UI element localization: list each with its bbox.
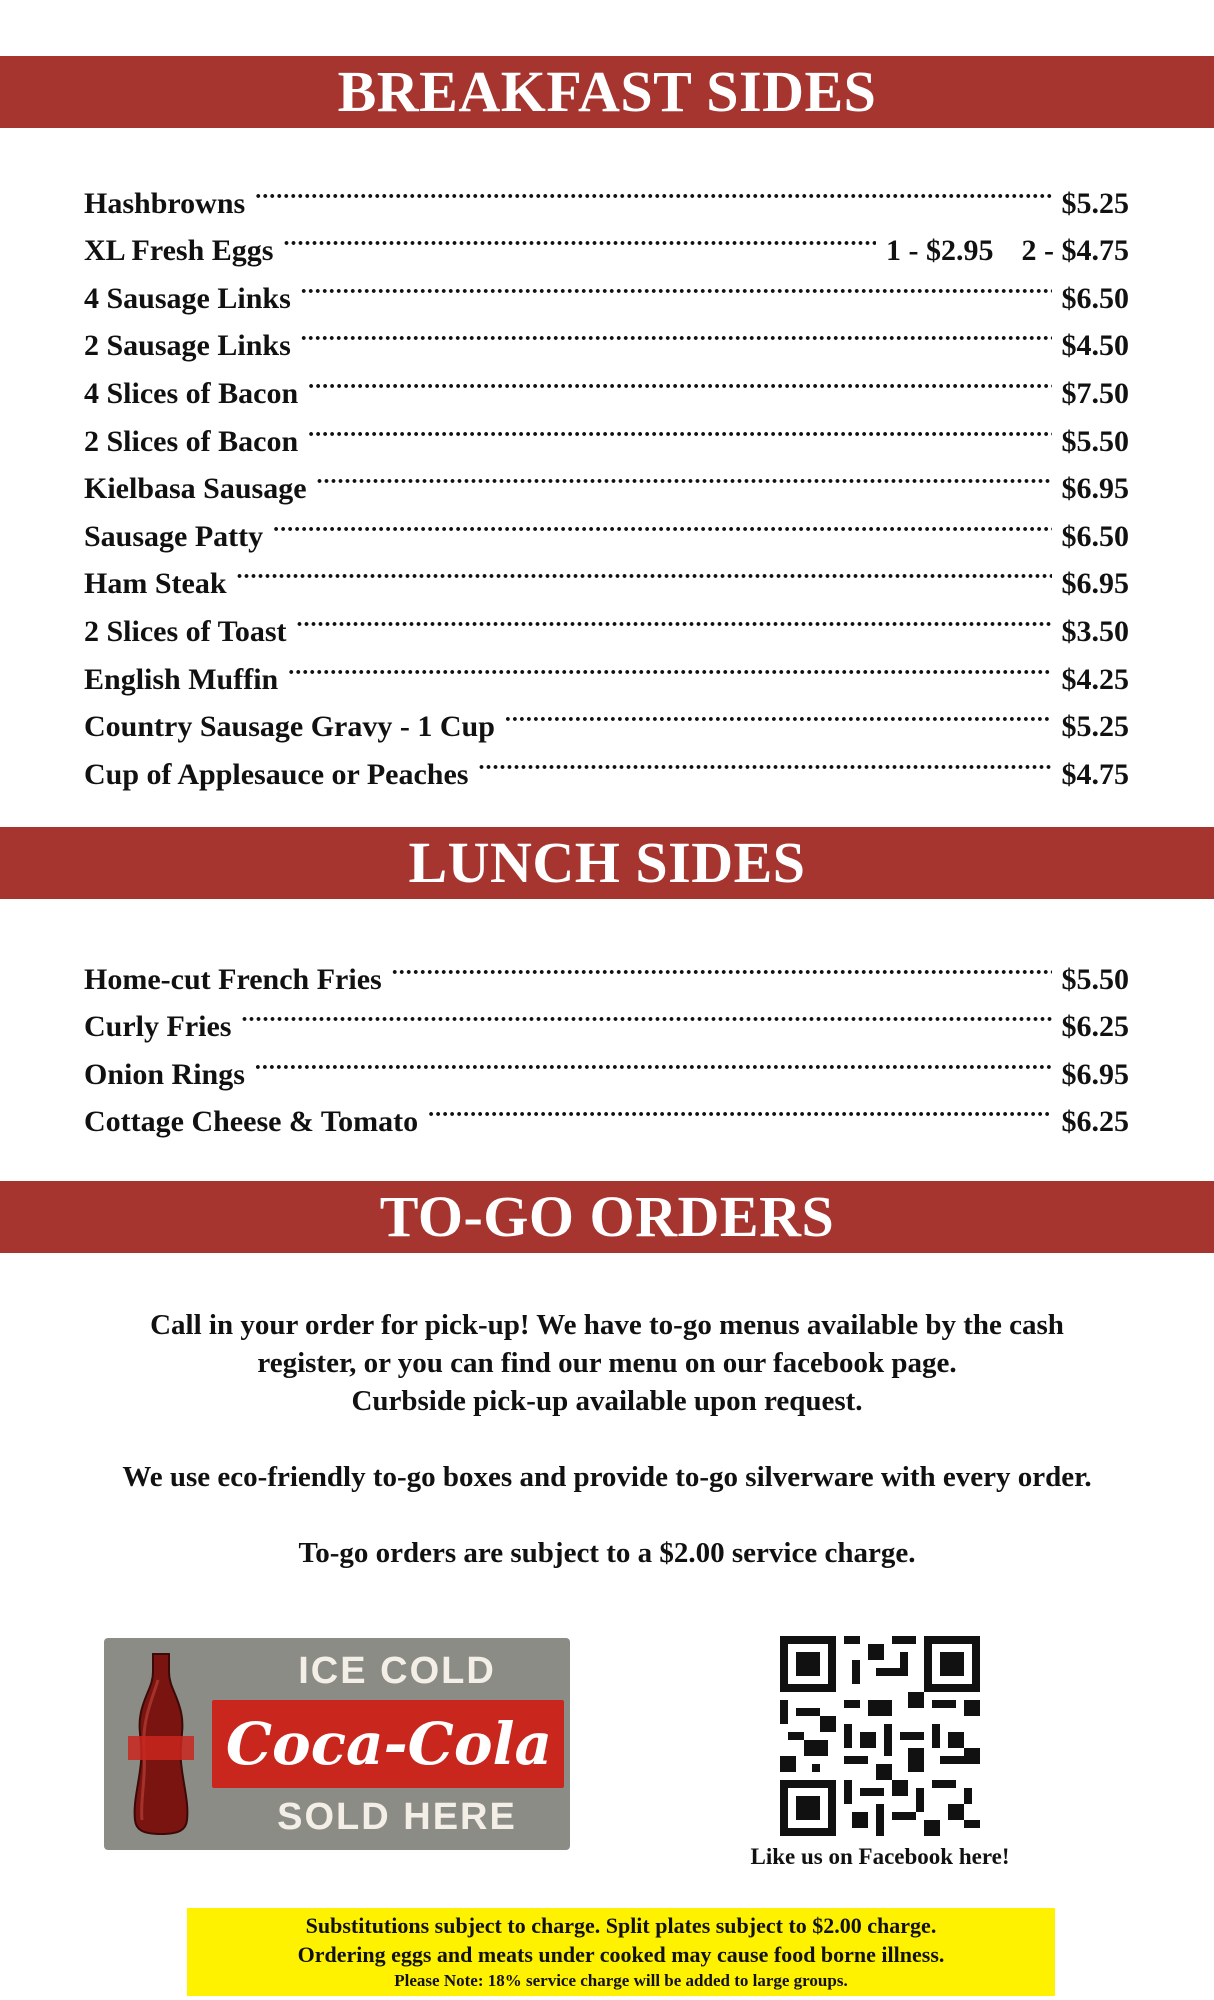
breakfast-sides-list bbox=[84, 165, 1129, 791]
dot-leader bbox=[301, 260, 1052, 308]
dot-leader bbox=[241, 989, 1051, 1037]
to-go-text-line: Curbside pick-up available upon request. bbox=[351, 1385, 863, 1417]
to-go-info bbox=[20, 1306, 1194, 1572]
coke-bottle-icon bbox=[118, 1650, 204, 1838]
facebook-qr-code-icon[interactable] bbox=[780, 1633, 980, 1839]
item-price: $6.95 bbox=[1061, 1057, 1129, 1091]
item-price: $6.50 bbox=[1061, 281, 1129, 315]
dot-leader bbox=[478, 736, 1051, 784]
breakfast-sides-title: BREAKFAST SIDES bbox=[337, 59, 877, 124]
item-name: 4 Sausage Links bbox=[84, 281, 291, 315]
item-price: $3.50 bbox=[1061, 614, 1129, 648]
dot-leader bbox=[255, 165, 1051, 213]
dot-leader bbox=[308, 355, 1051, 403]
item-price: $5.25 bbox=[1061, 710, 1129, 744]
lunch-sides-header bbox=[0, 827, 1214, 899]
item-name: Cottage Cheese & Tomato bbox=[84, 1105, 419, 1139]
dot-leader bbox=[317, 451, 1052, 499]
item-price: $6.95 bbox=[1061, 472, 1129, 506]
eco-friendly-text: We use eco-friendly to-go boxes and provide to-go silverware with every order. bbox=[122, 1461, 1092, 1493]
item-name: Onion Rings bbox=[84, 1057, 245, 1091]
dot-leader bbox=[428, 1084, 1051, 1132]
item-price: $4.50 bbox=[1061, 329, 1129, 363]
item-name: 4 Slices of Bacon bbox=[84, 376, 299, 410]
notice-line: Please Note: 18% service charge will be added to large groups. bbox=[394, 1971, 848, 1990]
service-charge-text: To-go orders are subject to a $2.00 service charge. bbox=[298, 1537, 916, 1569]
item-price: $6.25 bbox=[1061, 1105, 1129, 1139]
dot-leader bbox=[237, 546, 1052, 594]
item-price: $5.25 bbox=[1061, 186, 1129, 220]
item-name: Hashbrowns bbox=[84, 186, 246, 220]
item-price: $7.50 bbox=[1061, 376, 1129, 410]
menu-item bbox=[84, 546, 1129, 601]
item-name: Cup of Applesauce or Peaches bbox=[84, 757, 469, 791]
item-name: 2 Slices of Toast bbox=[84, 614, 287, 648]
item-price: $4.25 bbox=[1061, 662, 1129, 696]
item-price: $6.50 bbox=[1061, 519, 1129, 553]
notice-box bbox=[187, 1908, 1055, 1996]
dot-leader bbox=[297, 593, 1052, 641]
to-go-orders-title: TO-GO ORDERS bbox=[379, 1184, 835, 1249]
dot-leader bbox=[255, 1036, 1052, 1084]
item-name: 2 Sausage Links bbox=[84, 329, 291, 363]
notice-line: Substitutions subject to charge. Split plates subject to $2.00 charge. bbox=[305, 1913, 937, 1938]
item-name: Home-cut French Fries bbox=[84, 962, 382, 996]
sold-here-text: SOLD HERE bbox=[277, 1796, 517, 1838]
dot-leader bbox=[392, 941, 1052, 989]
item-price: $6.95 bbox=[1061, 567, 1129, 601]
coca-cola-logo: Coca-Cola bbox=[225, 1710, 553, 1778]
notice-line: Ordering eggs and meats under cooked may cause food borne illness. bbox=[297, 1942, 945, 1967]
to-go-text-line: Call in your order for pick-up! We have to-go menus available by the cash bbox=[150, 1309, 1064, 1341]
qr-caption: Like us on Facebook here! bbox=[750, 1844, 1010, 1869]
item-name: 2 Slices of Bacon bbox=[84, 424, 299, 458]
item-price-two: 2 - $4.75 bbox=[1021, 234, 1129, 268]
item-price: 1 - $2.95 bbox=[886, 234, 994, 268]
menu-item bbox=[84, 165, 1129, 220]
to-go-text-line: register, or you can find our menu on our facebook page. bbox=[257, 1347, 957, 1379]
item-name: Ham Steak bbox=[84, 567, 227, 601]
coca-cola-sign bbox=[104, 1638, 570, 1850]
item-price: $4.75 bbox=[1061, 757, 1129, 791]
item-name: English Muffin bbox=[84, 662, 279, 696]
item-name: Sausage Patty bbox=[84, 519, 264, 553]
item-name: Country Sausage Gravy - 1 Cup bbox=[84, 710, 495, 744]
menu-item bbox=[84, 593, 1129, 648]
item-name: Kielbasa Sausage bbox=[84, 472, 307, 506]
item-price: $5.50 bbox=[1061, 962, 1129, 996]
dot-leader bbox=[273, 498, 1051, 546]
item-name: Curly Fries bbox=[84, 1010, 232, 1044]
breakfast-sides-header bbox=[0, 56, 1214, 128]
menu-item bbox=[84, 989, 1129, 1044]
dot-leader bbox=[308, 403, 1051, 451]
lunch-sides-list bbox=[84, 941, 1129, 1139]
item-price: $5.50 bbox=[1061, 424, 1129, 458]
dot-leader bbox=[505, 689, 1052, 737]
dot-leader bbox=[288, 641, 1051, 689]
dot-leader bbox=[283, 213, 876, 261]
item-name: XL Fresh Eggs bbox=[84, 234, 274, 268]
to-go-orders-header bbox=[0, 1181, 1214, 1253]
ice-cold-text: ICE COLD bbox=[298, 1650, 496, 1692]
menu-item bbox=[84, 941, 1129, 996]
item-price: $6.25 bbox=[1061, 1010, 1129, 1044]
dot-leader bbox=[301, 308, 1052, 356]
lunch-sides-title: LUNCH SIDES bbox=[408, 830, 806, 895]
